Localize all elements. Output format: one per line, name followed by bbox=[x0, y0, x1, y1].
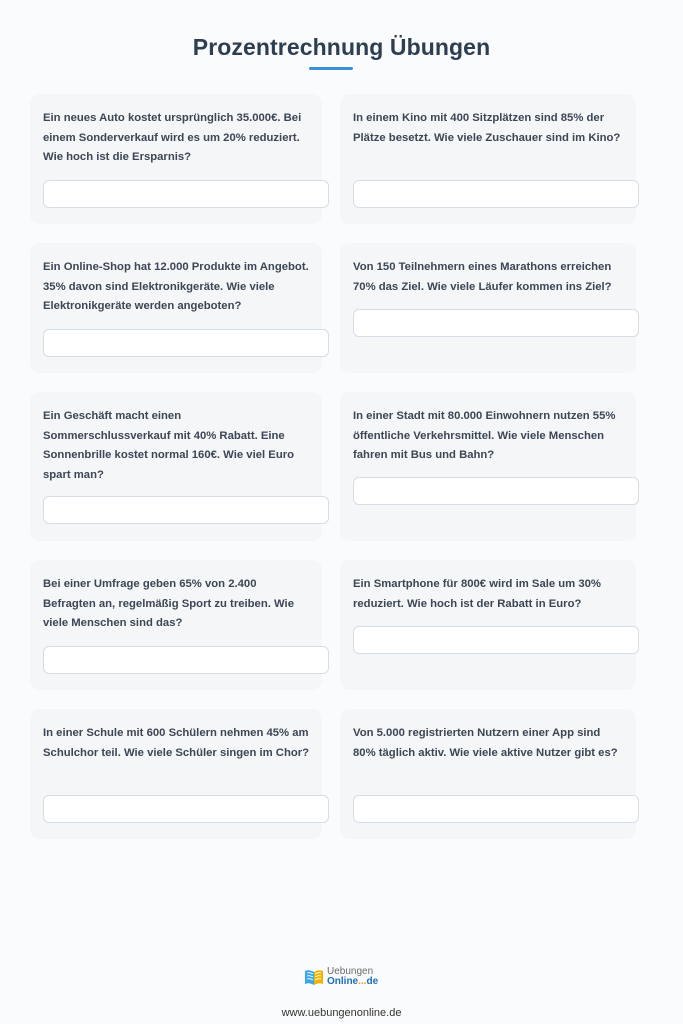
exercise-grid bbox=[30, 94, 636, 839]
exercise-question: Ein Geschäft macht einen Sommerschlussverkauf mit 40% Rabatt. Eine Sonnenbrille kostet normal 160€. Wie viel Euro spart man? bbox=[43, 410, 295, 481]
footer-url[interactable]: www.uebungenonline.de bbox=[281, 1007, 402, 1019]
exercise-question: In einem Kino mit 400 Sitzplätzen sind 85% der Plätze besetzt. Wie viele Zuschauer sind im Kino? bbox=[353, 112, 621, 144]
exercise-question: In einer Stadt mit 80.000 Einwohnern nutzen 55% öffentliche Verkehrsmittel. Wie viele Menschen fahren mit Bus und Bahn? bbox=[353, 410, 616, 461]
exercise-question: Von 150 Teilnehmern eines Marathons erreichen 70% das Ziel. Wie viele Läufer kommen ins Ziel? bbox=[353, 261, 612, 293]
answer-input[interactable] bbox=[353, 795, 639, 823]
exercise-question: Ein neues Auto kostet ursprünglich 35.000€. Bei einem Sonderverkauf wird es um 20% reduziert. Wie hoch ist die Ersparnis? bbox=[43, 112, 302, 163]
exercise-card bbox=[340, 243, 636, 373]
exercise-card bbox=[30, 392, 322, 541]
logo-online: Online bbox=[327, 976, 359, 987]
answer-input[interactable] bbox=[353, 309, 639, 337]
logo-line-2 bbox=[327, 977, 378, 987]
logo-line-1: Uebungen bbox=[327, 966, 374, 977]
exercise-card bbox=[340, 392, 636, 541]
exercise-card bbox=[30, 709, 322, 839]
exercise-card bbox=[340, 560, 636, 690]
logo-tld: de bbox=[366, 976, 379, 987]
answer-input[interactable] bbox=[353, 180, 639, 208]
exercise-question: Ein Online-Shop hat 12.000 Produkte im Angebot. 35% davon sind Elektronikgeräte. Wie viele Elektronikgeräte werden angeboten? bbox=[43, 261, 309, 312]
logo-wordmark bbox=[327, 967, 378, 987]
answer-input[interactable] bbox=[43, 180, 329, 208]
answer-input[interactable] bbox=[43, 646, 329, 674]
exercise-card bbox=[340, 94, 636, 224]
exercise-question: Bei einer Umfrage geben 65% von 2.400 Befragten an, regelmäßig Sport zu treiben. Wie viele Menschen sind das? bbox=[43, 578, 294, 629]
exercise-card bbox=[30, 243, 322, 373]
page-title: Prozentrechnung Übungen bbox=[192, 34, 491, 60]
logo-dots: ... bbox=[358, 976, 367, 987]
answer-input[interactable] bbox=[43, 795, 329, 823]
title-underline bbox=[309, 67, 353, 70]
exercise-card bbox=[340, 709, 636, 839]
exercise-card bbox=[30, 94, 322, 224]
open-book-icon bbox=[303, 966, 325, 988]
answer-input[interactable] bbox=[353, 626, 639, 654]
answer-input[interactable] bbox=[43, 329, 329, 357]
exercise-question: Von 5.000 registrierten Nutzern einer App sind 80% täglich aktiv. Wie viele aktive Nutzer gibt es? bbox=[353, 727, 618, 759]
site-logo[interactable] bbox=[303, 966, 378, 988]
exercise-question: Ein Smartphone für 800€ wird im Sale um 30% reduziert. Wie hoch ist der Rabatt in Euro? bbox=[353, 578, 601, 610]
exercise-question: In einer Schule mit 600 Schülern nehmen 45% am Schulchor teil. Wie viele Schüler singen im Chor? bbox=[43, 727, 310, 759]
answer-input[interactable] bbox=[353, 477, 639, 505]
answer-input[interactable] bbox=[43, 496, 329, 524]
exercise-card bbox=[30, 560, 322, 690]
